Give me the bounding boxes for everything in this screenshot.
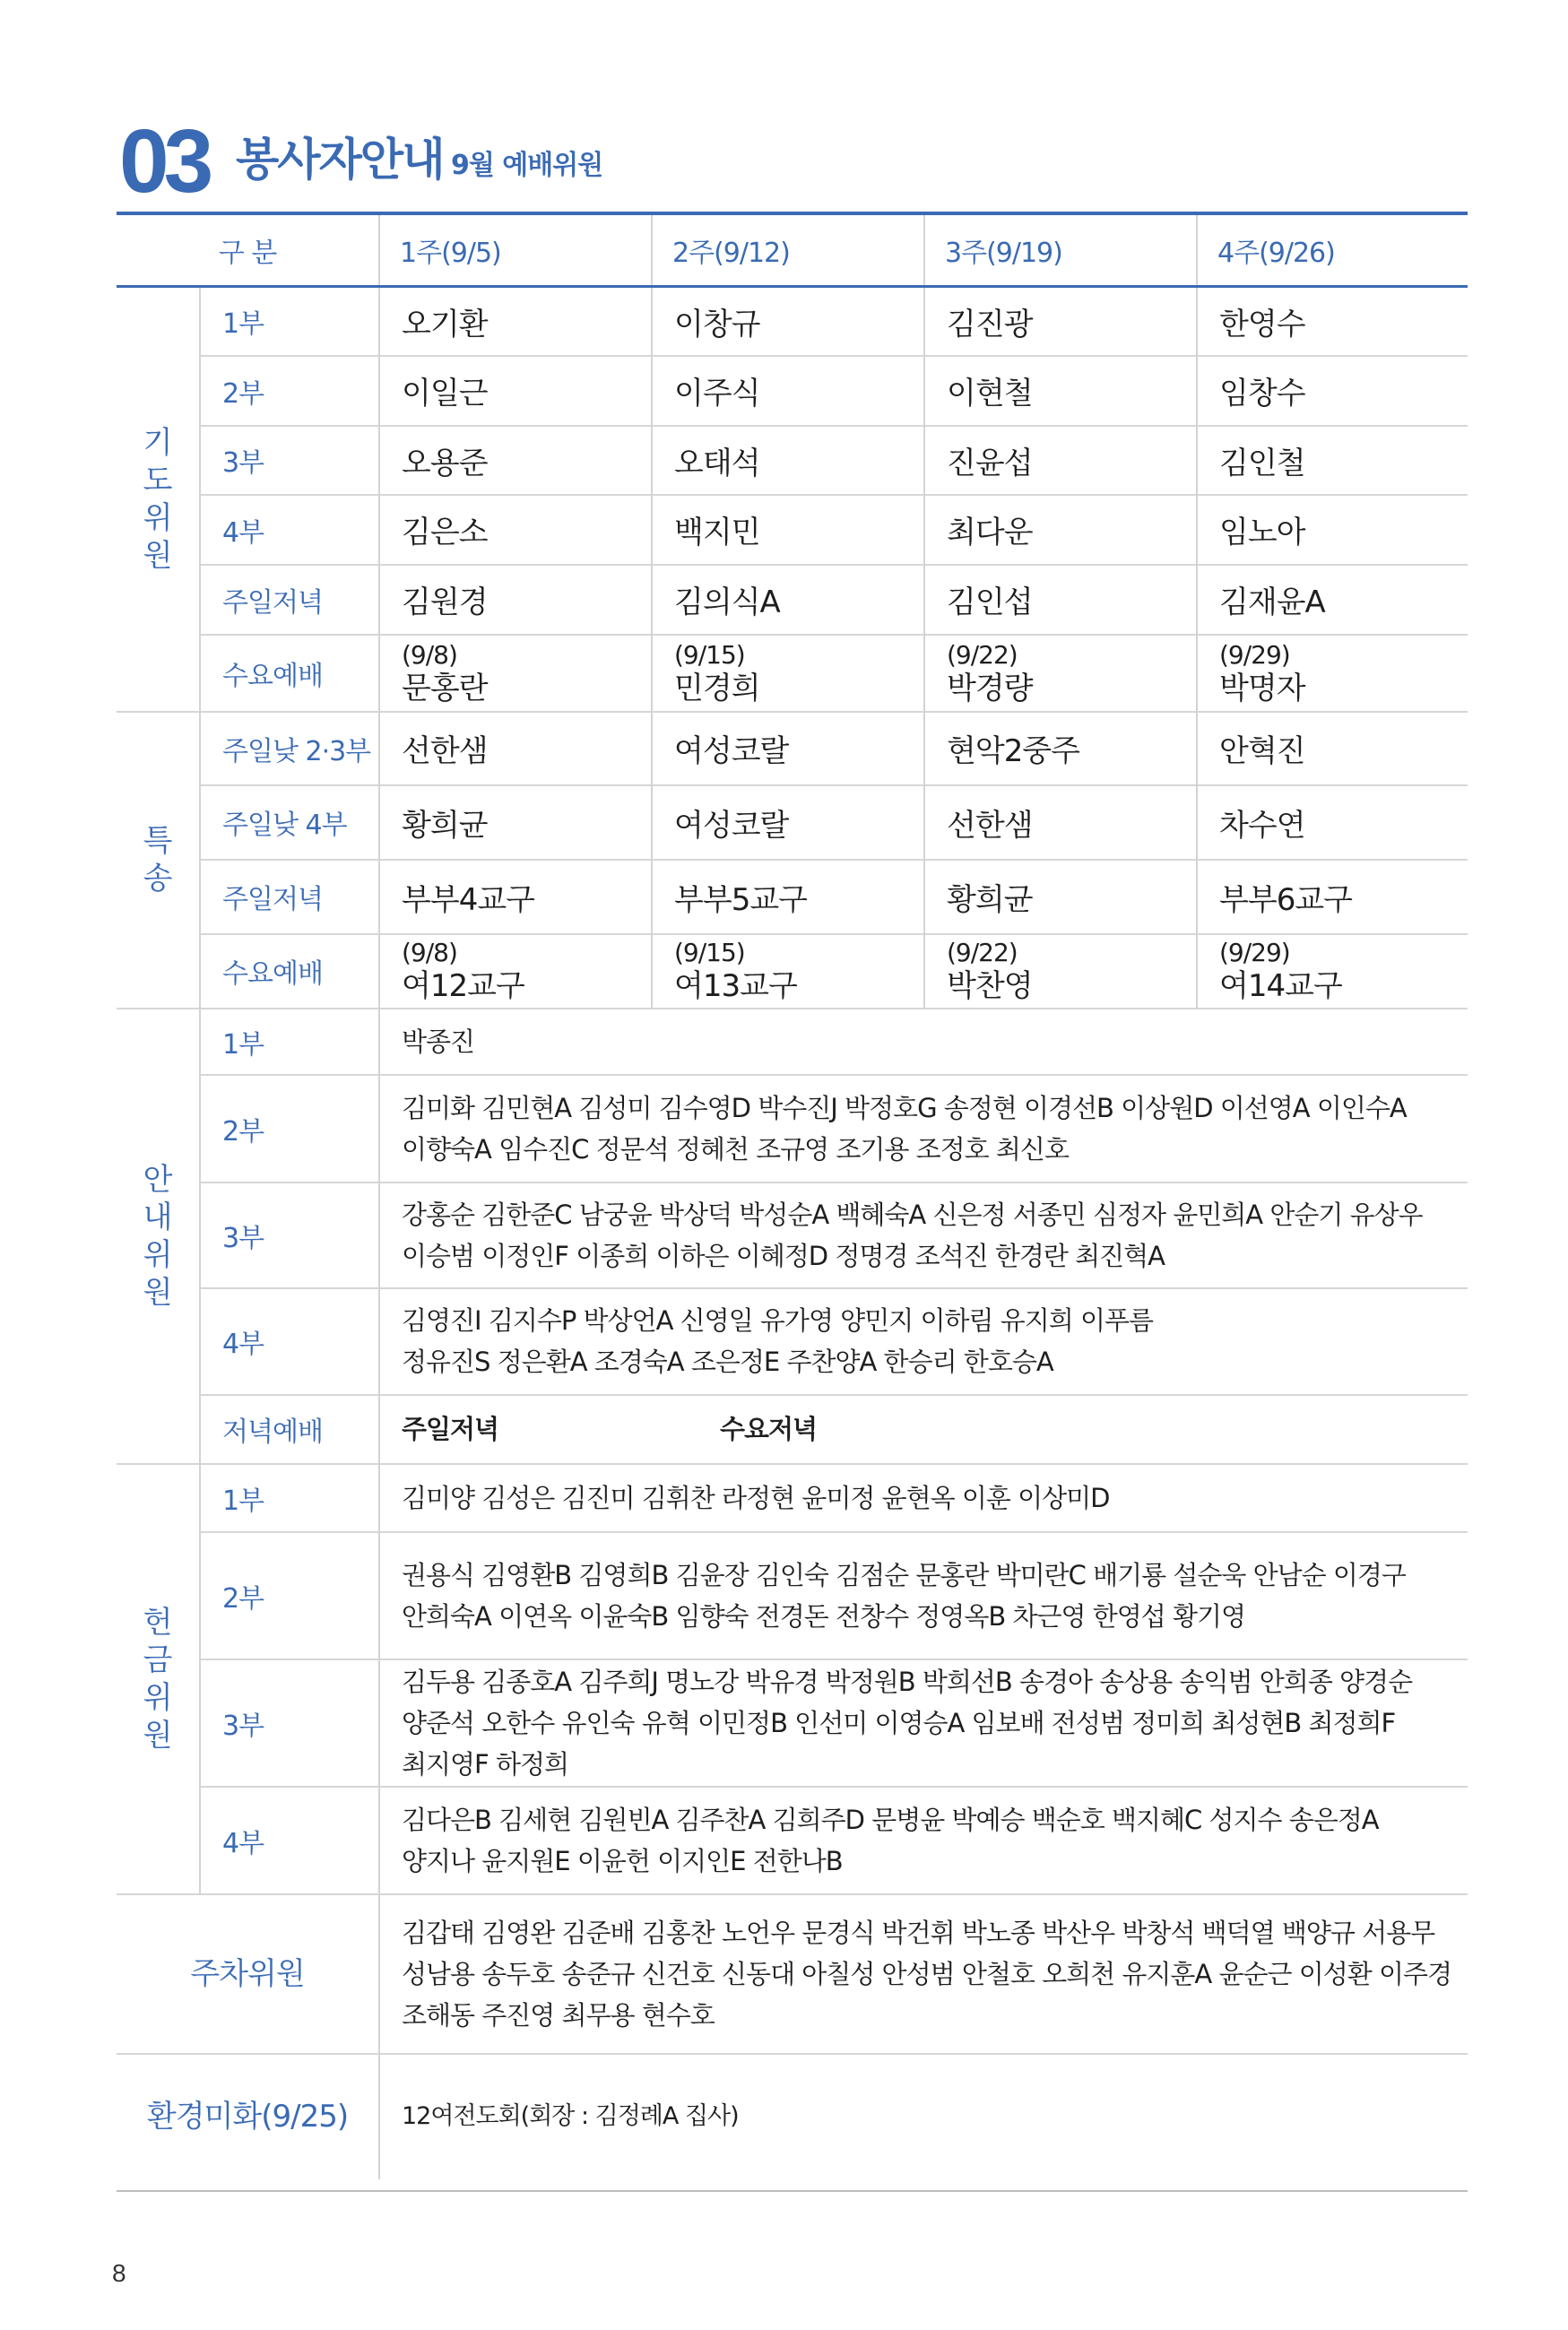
table-row	[117, 1894, 1468, 2054]
table-row	[117, 785, 1468, 860]
table-cell: 황희균	[924, 860, 1197, 934]
date-label: (9/29)	[1219, 938, 1290, 967]
table-cell: 임창수	[1197, 356, 1468, 426]
table-cell	[924, 635, 1197, 712]
table-cell: 선한샘	[924, 785, 1197, 860]
table-row	[117, 934, 1468, 1009]
table-cell: 백지민	[652, 495, 924, 565]
row-label: 3부	[200, 1659, 379, 1787]
row-label: 주일낮 4부	[200, 785, 379, 860]
table-cell: 이창규	[652, 287, 924, 356]
table-cell: 한영수	[1197, 287, 1468, 356]
table-cell: 진윤섭	[924, 426, 1197, 495]
table-cell	[924, 934, 1197, 1009]
row-label: 4부	[200, 495, 379, 565]
row-label: 1부	[200, 287, 379, 356]
evening-sunday: 주일저녁	[402, 1414, 499, 1444]
evening-wednesday: 수요저녁	[720, 1414, 818, 1444]
group-name: 여13교구	[674, 968, 797, 1004]
table-cell: 황희균	[379, 785, 652, 860]
names-line: 최지영F 하정희	[402, 1748, 568, 1780]
table-row	[117, 426, 1468, 495]
table-row	[117, 1288, 1468, 1395]
person-name: 문홍란	[402, 670, 488, 706]
row-label: 수요예배	[200, 934, 379, 1009]
table-bottom-rule	[117, 2190, 1468, 2192]
row-label: 저녁예배	[200, 1395, 379, 1464]
table-cell: 이일근	[379, 356, 652, 426]
table-cell: 부부5교구	[652, 860, 924, 934]
table-cell: 여성코랄	[652, 785, 924, 860]
row-label: 2부	[200, 1075, 379, 1182]
header-week2: 2주(9/12)	[652, 213, 924, 287]
group-prayer: 기 도 위 원	[143, 424, 173, 574]
row-label: 수요예배	[200, 635, 379, 712]
header-category: 구 분	[117, 213, 379, 287]
names-line: 박종진	[402, 1026, 475, 1057]
names-line: 김미화 김민현A 김성미 김수영D 박수진J 박정호G 송정현 이경선B 이상원D 이선영A 이인수A	[402, 1092, 1407, 1123]
table-cell	[1197, 635, 1468, 712]
table-cell: 오용준	[379, 426, 652, 495]
names-cell	[379, 1182, 1468, 1288]
table-cell: 오기환	[379, 287, 652, 356]
names-cell	[379, 1288, 1468, 1395]
table-cell: 선한샘	[379, 712, 652, 785]
table-cell: 김원경	[379, 565, 652, 635]
names-line: 김영진I 김지수P 박상언A 신영일 유가영 양민지 이하림 유지희 이푸름	[402, 1305, 1154, 1336]
table-row	[117, 1395, 1468, 1464]
group-name: 여14교구	[1219, 968, 1342, 1004]
table-row	[117, 2054, 1468, 2179]
table-row	[117, 1787, 1468, 1894]
names-line: 권용식 김영환B 김영희B 김윤장 김인숙 김점순 문홍란 박미란C 배기룡 설순욱 안남순 이경구	[402, 1559, 1406, 1590]
row-label: 4부	[200, 1787, 379, 1894]
person-name: 민경희	[674, 670, 760, 706]
group-parking: 주차위원	[117, 1894, 379, 2054]
table-cell: 부부6교구	[1197, 860, 1468, 934]
section-header	[119, 111, 1468, 212]
row-label: 4부	[200, 1288, 379, 1395]
header-week4: 4주(9/26)	[1197, 213, 1468, 287]
group-environment: 환경미화(9/25)	[117, 2054, 379, 2179]
names-line: 양준석 오한수 유인숙 유혁 이민정B 인선미 이영승A 임보배 전성범 정미희 최성현B 최정희F	[402, 1707, 1396, 1738]
table-row	[117, 860, 1468, 934]
group-guide: 안 내 위 원	[117, 1009, 200, 1464]
names-cell	[379, 1464, 1468, 1532]
table-cell	[379, 635, 652, 712]
table-cell: 김은소	[379, 495, 652, 565]
row-label: 주일저녁	[200, 860, 379, 934]
row-label: 주일낮 2·3부	[200, 712, 379, 785]
row-label: 주일저녁	[200, 565, 379, 635]
row-label: 2부	[200, 1532, 379, 1659]
names-line: 안희숙A 이연옥 이윤숙B 임향숙 전경돈 전창수 정영옥B 차근영 한영섭 황기영	[402, 1600, 1246, 1632]
names-cell	[379, 1659, 1468, 1787]
row-label: 2부	[200, 356, 379, 426]
table-row	[117, 1464, 1468, 1532]
header-week1: 1주(9/5)	[379, 213, 652, 287]
names-line: 김두용 김종호A 김주희J 명노강 박유경 박정원B 박희선B 송경아 송상용 송익범 안희종 양경순	[402, 1666, 1413, 1697]
names-line: 이향숙A 임수진C 정문석 정혜천 조규영 조기용 조정호 최신호	[402, 1133, 1069, 1165]
date-label: (9/22)	[947, 639, 1018, 670]
date-label: (9/15)	[674, 938, 745, 967]
table-cell: 부부4교구	[379, 860, 652, 934]
table-cell	[652, 934, 924, 1009]
table-cell	[1197, 934, 1468, 1009]
table-cell: 오태석	[652, 426, 924, 495]
table-cell: 이주식	[652, 356, 924, 426]
names-cell	[379, 1009, 1468, 1075]
table-row	[117, 356, 1468, 426]
names-line: 양지나 윤지원E 이윤헌 이지인E 전한나B	[402, 1845, 843, 1876]
group-name: 여12교구	[402, 968, 524, 1004]
names-cell	[379, 1894, 1468, 2054]
section-number: 03	[119, 111, 209, 212]
table-cell: 김진광	[924, 287, 1197, 356]
names-line: 정유진S 정은환A 조경숙A 조은정E 주찬양A 한승리 한호승A	[402, 1347, 1053, 1377]
table-cell	[379, 934, 652, 1009]
table-cell: 안혁진	[1197, 712, 1468, 785]
group-offering: 헌 금 위 원	[117, 1464, 200, 1894]
person-name: 박찬영	[947, 968, 1033, 1004]
names-line: 성남용 송두호 송준규 신건호 신동대 아칠성 안성범 안철호 오희천 유지훈A 윤순근 이성환 이주경	[402, 1958, 1452, 1989]
names-line: 김미양 김성은 김진미 김휘찬 라정현 윤미정 윤현옥 이훈 이상미D	[402, 1482, 1110, 1513]
names-line: 김다은B 김세현 김원빈A 김주찬A 김희주D 문병윤 박예승 백순호 백지혜C 성지수 송은정A	[402, 1804, 1379, 1835]
table-cell: 현악2중주	[924, 712, 1197, 785]
names-line: 김갑태 김영완 김준배 김홍찬 노언우 문경식 박건휘 박노종 박산우 박창석 백덕열 백양규 서용무	[402, 1917, 1435, 1948]
row-label: 3부	[200, 426, 379, 495]
section-title: 봉사자안내	[236, 134, 444, 186]
table-row	[117, 1009, 1468, 1075]
volunteer-table	[117, 212, 1468, 2179]
table-cell: 김의식A	[652, 565, 924, 635]
table-row	[117, 565, 1468, 635]
page-number: 8	[112, 2259, 126, 2287]
names-line: 조해동 주진영 최무용 현수호	[402, 1999, 715, 2031]
table-cell: 김인철	[1197, 426, 1468, 495]
date-label: (9/8)	[402, 938, 457, 967]
names-cell	[379, 1787, 1468, 1894]
group-special: 특 송	[117, 712, 200, 1009]
table-row	[117, 1659, 1468, 1787]
section-subtitle: 9월 예배위원	[451, 150, 603, 181]
table-cell: 김인섭	[924, 565, 1197, 635]
table-row	[117, 1075, 1468, 1182]
names-cell	[379, 1395, 1468, 1464]
date-label: (9/8)	[402, 639, 457, 670]
table-row	[117, 1532, 1468, 1659]
names-line: 이승범 이정인F 이종희 이하은 이혜정D 정명경 조석진 한경란 최진혁A	[402, 1240, 1165, 1271]
table-cell: 여성코랄	[652, 712, 924, 785]
table-row	[117, 495, 1468, 565]
date-label: (9/22)	[947, 938, 1018, 967]
table-cell: 이현철	[924, 356, 1197, 426]
table-row	[117, 287, 1468, 356]
person-name: 박명자	[1219, 670, 1305, 706]
table-cell: 임노아	[1197, 495, 1468, 565]
row-label: 1부	[200, 1009, 379, 1075]
table-header-row	[117, 213, 1468, 287]
table-row	[117, 712, 1468, 785]
names-line: 강홍순 김한준C 남궁윤 박상덕 박성순A 백혜숙A 신은정 서종민 심정자 윤민희A 안순기 유상우	[402, 1199, 1423, 1230]
table-cell	[652, 635, 924, 712]
table-cell: 차수연	[1197, 785, 1468, 860]
names-cell	[379, 1075, 1468, 1182]
date-label: (9/29)	[1219, 639, 1290, 670]
table-row	[117, 1182, 1468, 1288]
header-week3: 3주(9/19)	[924, 213, 1197, 287]
row-label: 1부	[200, 1464, 379, 1532]
row-label: 3부	[200, 1182, 379, 1288]
table-cell: 김재윤A	[1197, 565, 1468, 635]
names-cell	[379, 1532, 1468, 1659]
table-cell: 최다운	[924, 495, 1197, 565]
table-row	[117, 635, 1468, 712]
person-name: 박경량	[947, 670, 1033, 706]
environment-text: 12여전도회(회장 : 김정례A 집사)	[379, 2054, 1468, 2179]
date-label: (9/15)	[674, 639, 745, 670]
